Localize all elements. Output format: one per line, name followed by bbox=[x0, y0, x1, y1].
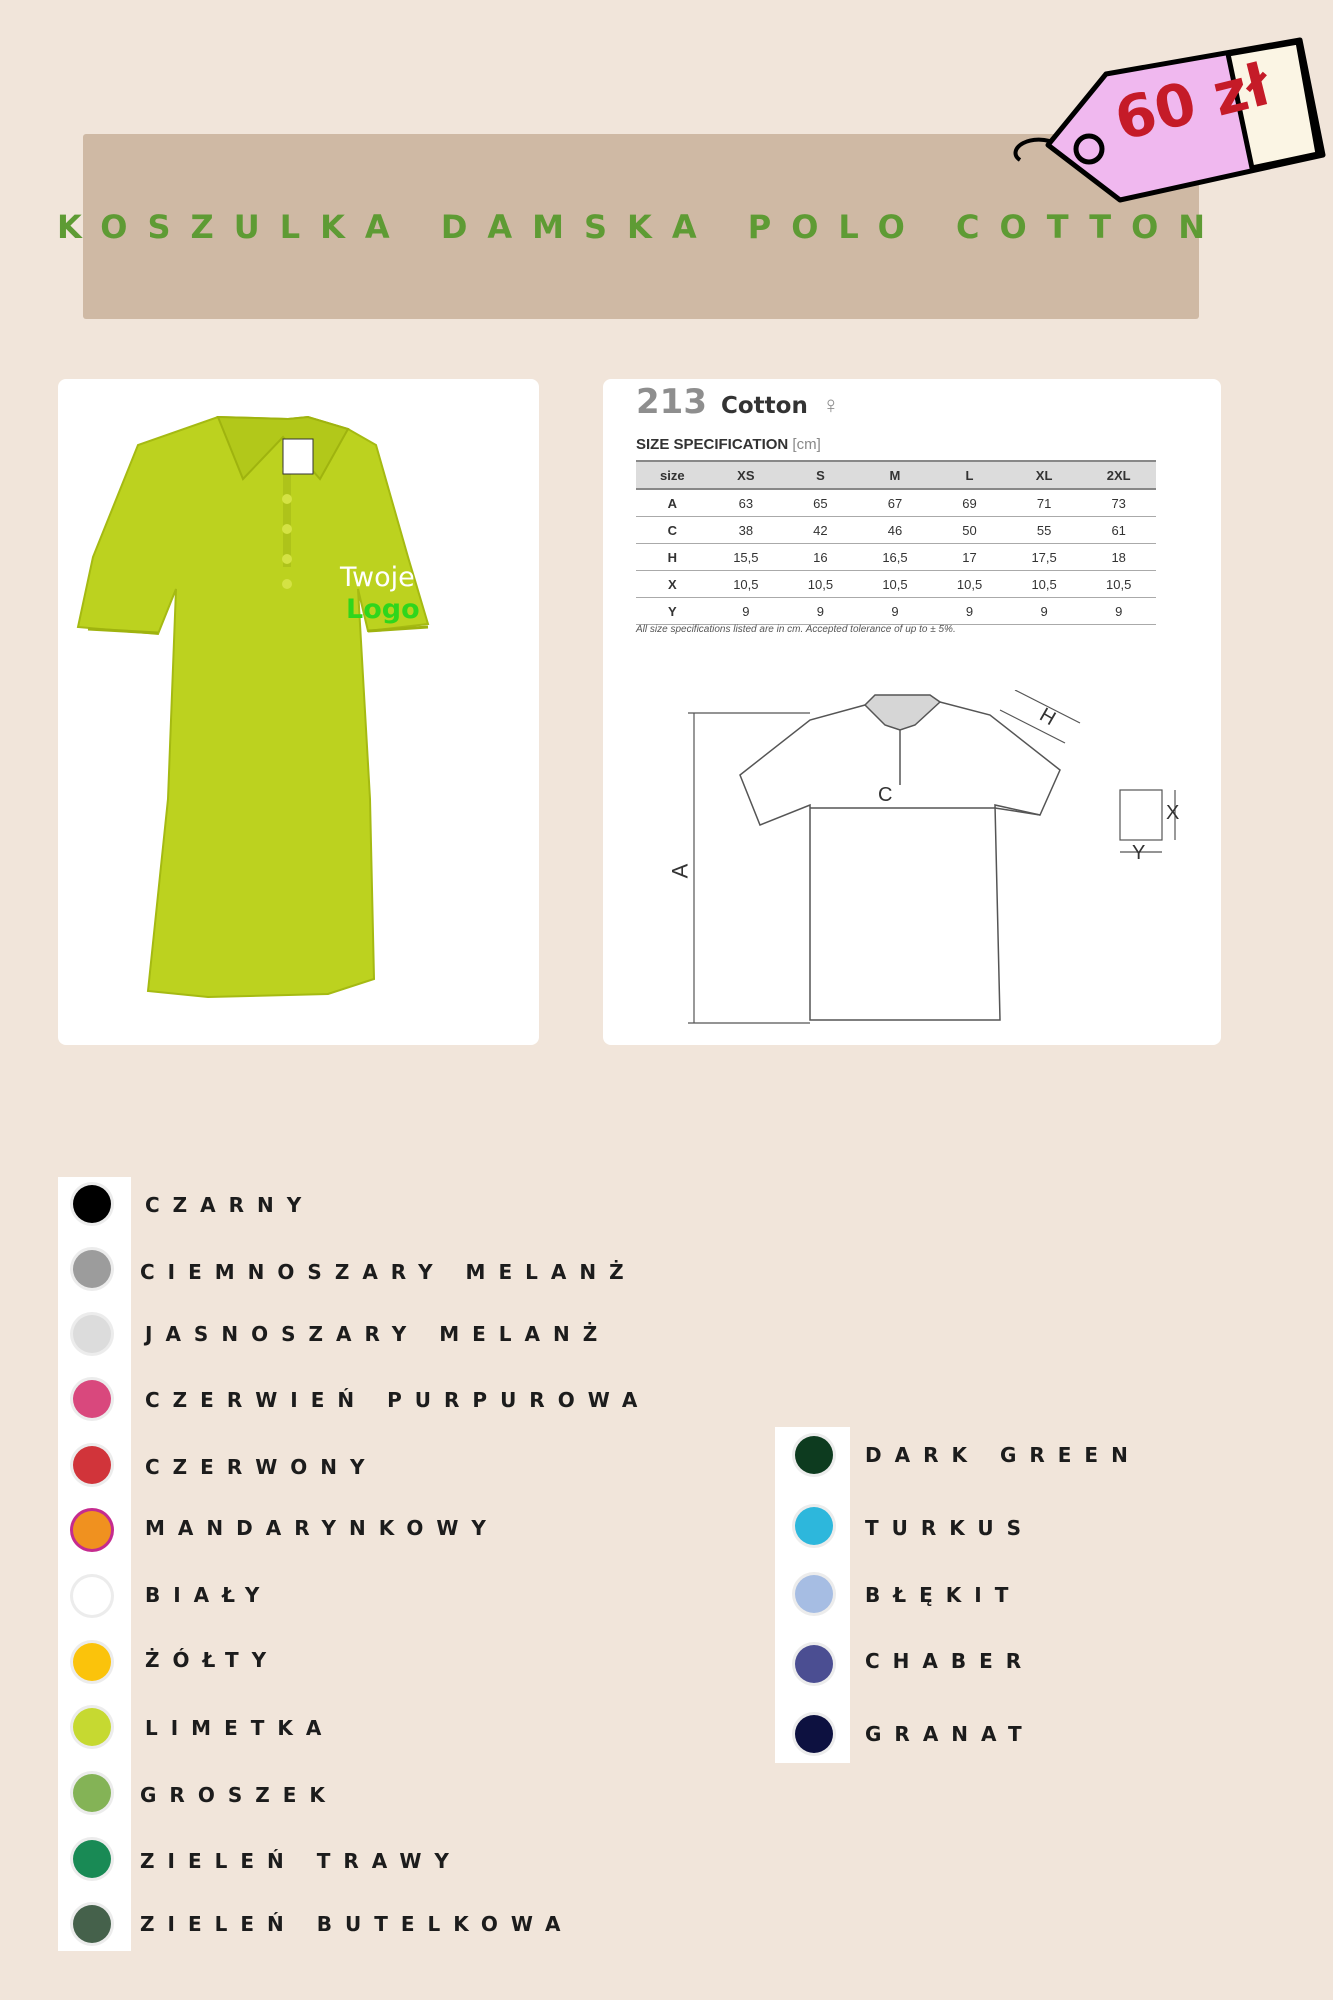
product-photo-card bbox=[58, 379, 539, 1045]
table-cell: 10,5 bbox=[1007, 571, 1082, 598]
color-label: GROSZEK bbox=[140, 1783, 338, 1807]
diagram-label-x: X bbox=[1166, 802, 1180, 824]
table-row bbox=[636, 544, 1156, 571]
table-cell: 61 bbox=[1081, 517, 1156, 544]
swatch-jasnoszary[interactable] bbox=[73, 1315, 111, 1353]
diagram-label-h: H bbox=[1035, 703, 1060, 731]
female-icon: ♀ bbox=[821, 392, 840, 419]
spec-subtitle-text: SIZE SPECIFICATION bbox=[636, 436, 789, 453]
table-cell: 9 bbox=[932, 598, 1007, 625]
color-label: BIAŁY bbox=[145, 1583, 273, 1607]
table-cell: 10,5 bbox=[1081, 571, 1156, 598]
table-cell: 9 bbox=[1007, 598, 1082, 625]
table-cell: 17 bbox=[932, 544, 1007, 571]
table-row bbox=[636, 489, 1156, 517]
swatch-turkus[interactable] bbox=[795, 1507, 833, 1545]
table-header-cell: XS bbox=[709, 461, 784, 489]
color-label: CZERWONY bbox=[145, 1455, 378, 1479]
spec-header bbox=[636, 382, 840, 422]
table-cell: 10,5 bbox=[709, 571, 784, 598]
table-cell: H bbox=[636, 544, 709, 571]
swatch-zolty[interactable] bbox=[73, 1643, 111, 1681]
table-cell: 67 bbox=[858, 489, 933, 517]
table-cell: 10,5 bbox=[783, 571, 858, 598]
swatch-czarny[interactable] bbox=[73, 1185, 111, 1223]
size-table bbox=[636, 460, 1156, 625]
table-cell: 38 bbox=[709, 517, 784, 544]
color-label: LIMETKA bbox=[145, 1716, 335, 1740]
table-cell: 17,5 bbox=[1007, 544, 1082, 571]
table-header-cell: size bbox=[636, 461, 709, 489]
table-row bbox=[636, 517, 1156, 544]
color-label: CIEMNOSZARY MELANŻ bbox=[140, 1260, 637, 1284]
color-label: DARK GREEN bbox=[865, 1443, 1141, 1467]
spec-model-number: 213 bbox=[636, 382, 707, 422]
spec-unit: [cm] bbox=[792, 436, 821, 453]
table-cell: 16 bbox=[783, 544, 858, 571]
table-cell: 46 bbox=[858, 517, 933, 544]
swatch-bialy[interactable] bbox=[73, 1577, 111, 1615]
diagram-label-y: Y bbox=[1132, 842, 1146, 864]
color-label: JASNOSZARY MELANŻ bbox=[145, 1322, 611, 1346]
color-label: BŁĘKIT bbox=[865, 1583, 1022, 1607]
logo-placeholder-line2: Logo bbox=[346, 594, 420, 625]
table-header-row bbox=[636, 461, 1156, 489]
swatch-chaber[interactable] bbox=[795, 1645, 833, 1683]
swatch-zielen-butelkowa[interactable] bbox=[73, 1905, 111, 1943]
table-cell: 18 bbox=[1081, 544, 1156, 571]
swatch-ciemnoszary[interactable] bbox=[73, 1250, 111, 1288]
table-header-cell: L bbox=[932, 461, 1007, 489]
color-label: ZIELEŃ TRAWY bbox=[140, 1849, 462, 1873]
diagram-label-a: A bbox=[667, 863, 693, 879]
table-cell: 15,5 bbox=[709, 544, 784, 571]
table-cell: 9 bbox=[709, 598, 784, 625]
table-header-cell: 2XL bbox=[1081, 461, 1156, 489]
table-cell: 42 bbox=[783, 517, 858, 544]
table-cell: 73 bbox=[1081, 489, 1156, 517]
swatch-blekit[interactable] bbox=[795, 1575, 833, 1613]
table-cell: A bbox=[636, 489, 709, 517]
table-cell: 9 bbox=[1081, 598, 1156, 625]
polo-shirt-icon bbox=[58, 379, 539, 1045]
table-header-cell: M bbox=[858, 461, 933, 489]
swatch-groszek[interactable] bbox=[73, 1774, 111, 1812]
table-cell: Y bbox=[636, 598, 709, 625]
color-label: GRANAT bbox=[865, 1722, 1035, 1746]
table-row bbox=[636, 571, 1156, 598]
price-label: 60 zł bbox=[1108, 50, 1276, 154]
color-label: ŻÓŁTY bbox=[145, 1648, 280, 1672]
table-header-cell: XL bbox=[1007, 461, 1082, 489]
table-cell: 69 bbox=[932, 489, 1007, 517]
table-cell: 10,5 bbox=[932, 571, 1007, 598]
swatch-strip-left bbox=[58, 1177, 131, 1951]
table-cell: 63 bbox=[709, 489, 784, 517]
table-cell: 9 bbox=[783, 598, 858, 625]
spec-model-name: Cotton bbox=[720, 393, 808, 419]
color-label: MANDARYNKOWY bbox=[145, 1516, 499, 1540]
table-header-cell: S bbox=[783, 461, 858, 489]
table-cell: 10,5 bbox=[858, 571, 933, 598]
table-row bbox=[636, 598, 1156, 625]
table-cell: 9 bbox=[858, 598, 933, 625]
swatch-limetka[interactable] bbox=[73, 1708, 111, 1746]
page-title: KOSZULKA DAMSKA POLO COTTON bbox=[56, 207, 1226, 246]
swatch-czerwony[interactable] bbox=[73, 1446, 111, 1484]
table-cell: 50 bbox=[932, 517, 1007, 544]
color-label: CZARNY bbox=[145, 1193, 315, 1217]
table-cell: 16,5 bbox=[858, 544, 933, 571]
swatch-zielen-trawy[interactable] bbox=[73, 1840, 111, 1878]
table-cell: 71 bbox=[1007, 489, 1082, 517]
table-cell: C bbox=[636, 517, 709, 544]
color-label: CHABER bbox=[865, 1649, 1035, 1673]
size-tolerance-note: All size specifications listed are in cm. Accepted tolerance of up to ± 5%. bbox=[636, 624, 956, 635]
swatch-dark-green[interactable] bbox=[795, 1436, 833, 1474]
color-label: ZIELEŃ BUTELKOWA bbox=[140, 1912, 574, 1936]
diagram-label-c: C bbox=[878, 784, 893, 806]
logo-placeholder-line1: Twoje bbox=[340, 562, 415, 593]
table-cell: 65 bbox=[783, 489, 858, 517]
swatch-mandarynkowy[interactable] bbox=[73, 1511, 111, 1549]
swatch-granat[interactable] bbox=[795, 1715, 833, 1753]
spec-subtitle bbox=[636, 436, 821, 453]
color-label: CZERWIEŃ PURPUROWA bbox=[145, 1388, 651, 1412]
color-label: TURKUS bbox=[865, 1516, 1035, 1540]
swatch-czerwien-purpurowa[interactable] bbox=[73, 1380, 111, 1418]
table-cell: X bbox=[636, 571, 709, 598]
table-cell: 55 bbox=[1007, 517, 1082, 544]
